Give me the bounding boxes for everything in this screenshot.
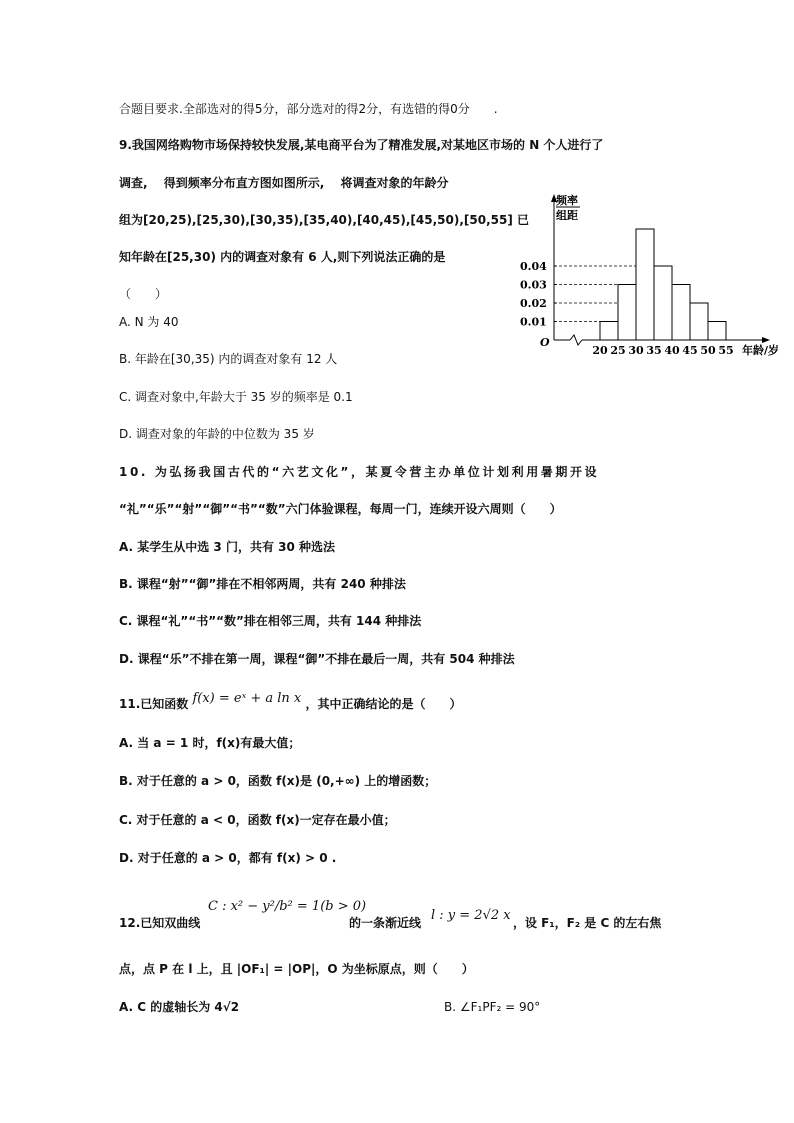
q12-option-a: A. C 的虚轴长为 4√2	[119, 1000, 240, 1014]
x-tick-label: 40	[664, 344, 680, 357]
q9-stem-line4: 知年龄在[25,30) 内的调查对象有 6 人,则下列说法正确的是	[119, 250, 446, 264]
x-tick-label: 50	[700, 344, 716, 357]
q12-stem-line2: 点，点 P 在 l 上，且 |OF₁| = |OP|，O 为坐标原点，则（ ）	[119, 962, 474, 976]
x-tick-label: 30	[628, 344, 644, 357]
q12-asymptote-formula: l : y = 2√2 x	[431, 908, 511, 923]
histogram-bar	[672, 285, 690, 341]
instructions-text: 合题目要求.全部选对的得5分，部分选对的得2分，有选错的得0分 .	[119, 102, 498, 116]
x-tick-label: 45	[682, 344, 698, 357]
y-axis-title-top: 频率	[556, 194, 578, 207]
q11-stem-prefix: 11.已知函数	[119, 697, 189, 711]
x-tick-label: 25	[610, 344, 626, 357]
q11-option-c: C. 对于任意的 a < 0，函数 f(x)一定存在最小值；	[119, 813, 396, 827]
q11-option-a: A. 当 a = 1 时，f(x)有最大值；	[119, 736, 301, 750]
q10-stem-line1: 10. 为弘扬我国古代的“六艺文化”，某夏令营主办单位计划利用暑期开设	[119, 465, 600, 479]
y-tick-label: 0.02	[520, 297, 547, 310]
y-tick-label: 0.03	[520, 278, 547, 292]
q11-option-d: D. 对于任意的 a > 0，都有 f(x) > 0 .	[119, 851, 337, 865]
histogram-bar	[618, 285, 636, 341]
x-axis-arrow	[762, 337, 770, 343]
x-tick-label: 35	[646, 344, 662, 357]
q11-stem	[119, 691, 462, 713]
y-axis-title-bottom: 组距	[556, 209, 578, 222]
frequency-histogram	[518, 190, 790, 360]
x-axis-break	[570, 335, 582, 345]
q9-answer-paren: （ ）	[119, 287, 168, 301]
q12-stem-middle: 的一条渐近线	[349, 916, 422, 930]
x-tick-label: 20	[592, 344, 608, 357]
q9-option-b: B. 年龄在[30,35) 内的调查对象有 12 人	[119, 352, 338, 366]
origin-label: O	[540, 336, 550, 349]
y-tick-label: 0.01	[520, 315, 547, 329]
q10-option-a: A. 某学生从中选 3 门，共有 30 种选法	[119, 540, 336, 554]
q10-option-c: C. 课程“礼”“书”“数”排在相邻三周，共有 144 种排法	[119, 614, 422, 628]
q9-stem-line3: 组为[20,25),[25,30),[30,35),[35,40),[40,45),[45,50),[50,55] 已	[119, 213, 530, 227]
q11-function-formula: f(x) = eˣ + a ln x	[192, 691, 302, 706]
q9-option-a: A. N 为 40	[119, 315, 179, 329]
histogram-bar	[654, 266, 672, 340]
q10-stem-line2: “礼”“乐”“射”“御”“书”“数”六门体验课程，每周一门，连续开设六周则（ ）	[119, 502, 562, 516]
q12-option-b: B. ∠F₁PF₂ = 90°	[444, 1000, 541, 1014]
q9-stem-line1: 9.我国网络购物市场保持较快发展,某电商平台为了精准发展,对某地区市场的 N 个人进行了	[119, 138, 604, 152]
q12-stem-prefix: 12.已知双曲线	[119, 916, 201, 930]
q9-stem-line2: 调查, 得到频率分布直方图如图所示, 将调查对象的年龄分	[119, 176, 449, 190]
x-tick-label: 55	[718, 344, 734, 357]
histogram-bar	[636, 229, 654, 340]
q12-stem-suffix: ，设 F₁，F₂ 是 C 的左右焦	[513, 916, 662, 930]
q11-stem-suffix: ，其中正确结论的是（ ）	[305, 697, 462, 711]
y-tick-label: 0.04	[520, 260, 547, 273]
q10-option-b: B. 课程“射”“御”排在不相邻两周，共有 240 种排法	[119, 577, 406, 591]
q10-option-d: D. 课程“乐”不排在第一周，课程“御”不排在最后一周，共有 504 种排法	[119, 652, 515, 666]
x-axis-title: 年龄/岁	[742, 344, 780, 357]
histogram-bar	[600, 322, 618, 341]
q12-curve-formula: C : x² − y²/b² = 1(b > 0)	[208, 899, 367, 914]
histogram-bar	[690, 303, 708, 340]
q9-option-c: C. 调查对象中,年龄大于 35 岁的频率是 0.1	[119, 390, 353, 404]
q11-option-b: B. 对于任意的 a > 0，函数 f(x)是 (0,+∞) 上的增函数；	[119, 774, 437, 788]
q9-option-d: D. 调查对象的年龄的中位数为 35 岁	[119, 427, 315, 441]
histogram-bar	[708, 322, 726, 341]
